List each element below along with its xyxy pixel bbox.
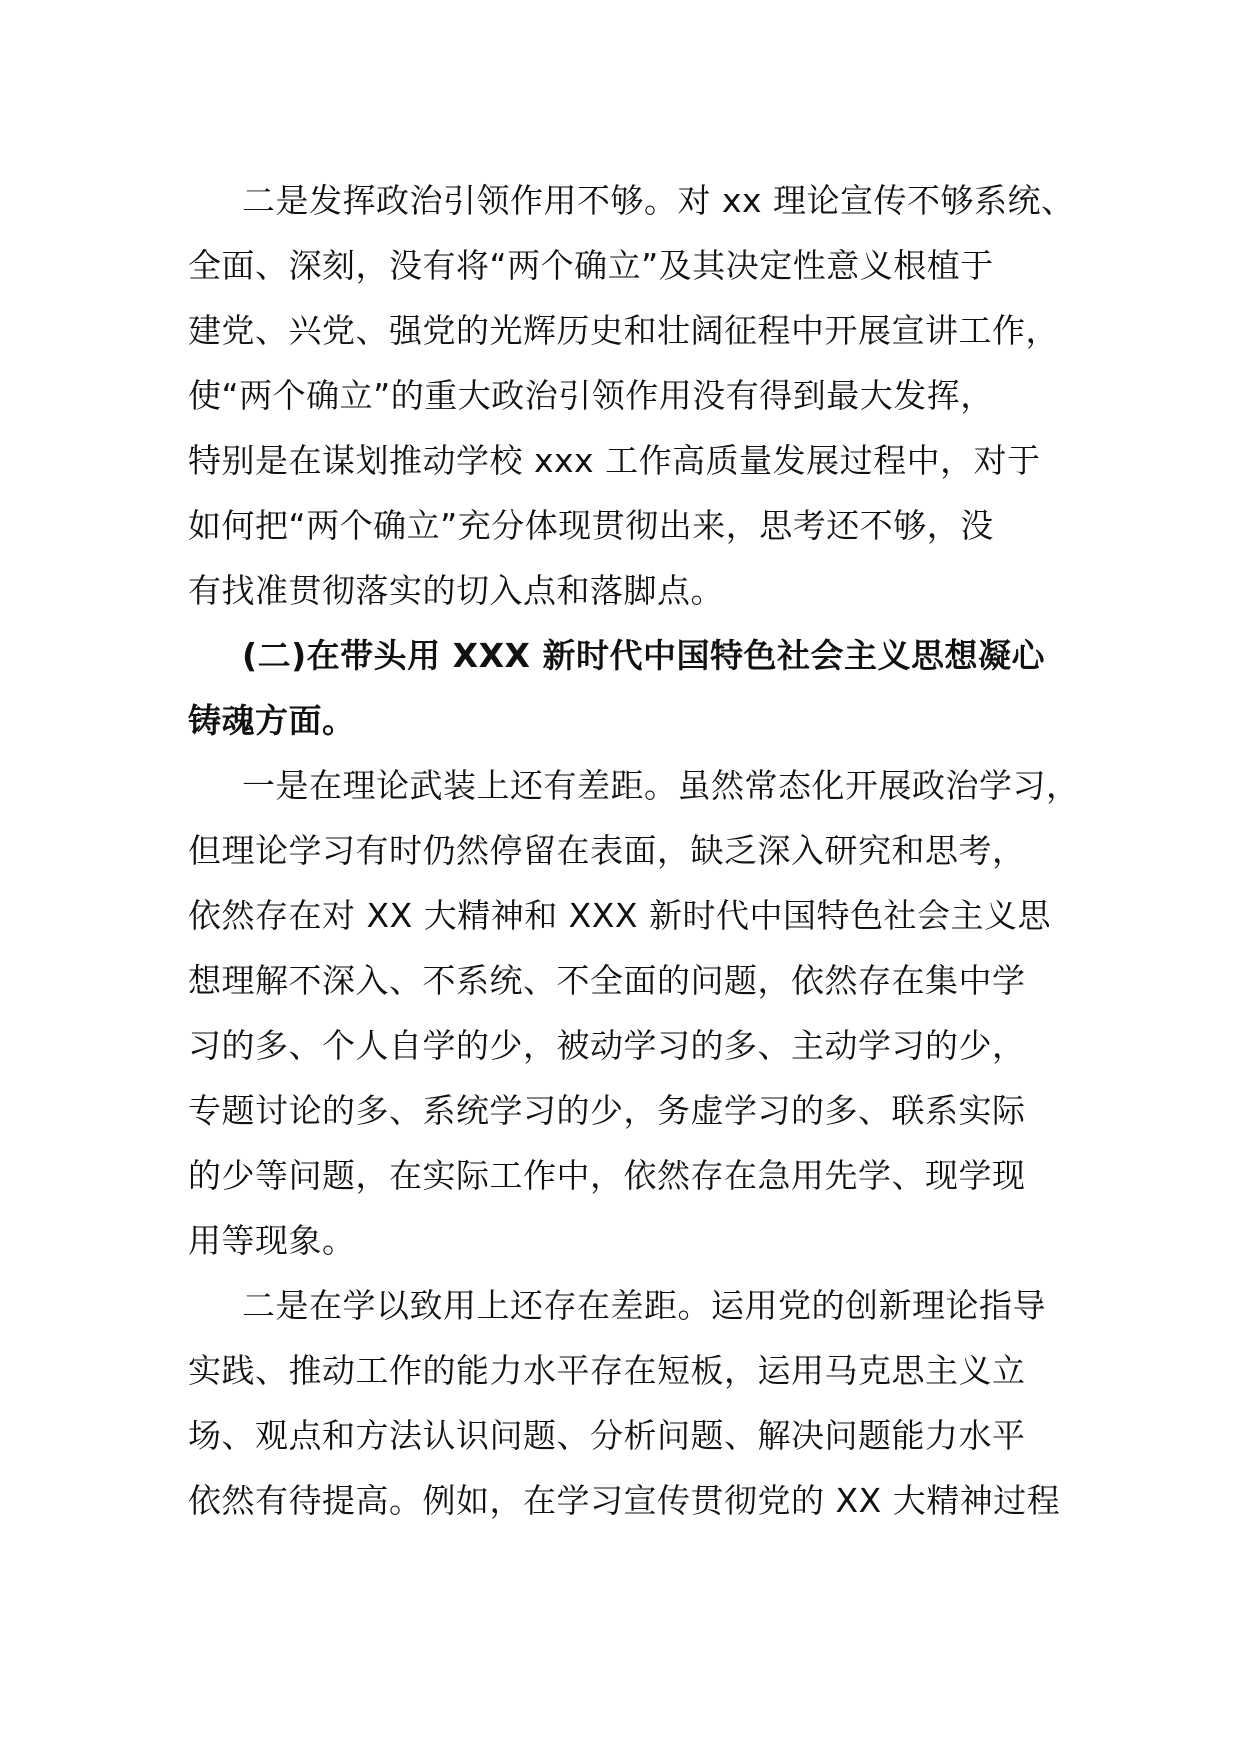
text-line: 但理论学习有时仍然停留在表面，缺乏深入研究和思考， — [188, 831, 1026, 870]
text-line: 的少等问题，在实际工作中，依然存在急用先学、现学现 — [188, 1156, 1026, 1195]
text-line: 特别是在谋划推动学校 xxx 工作高质量发展过程中，对于 — [188, 441, 1041, 480]
text-line: 建党、兴党、强党的光辉历史和壮阔征程中开展宣讲工作， — [188, 311, 1059, 350]
text-line: 场、观点和方法认识问题、分析问题、解决问题能力水平 — [188, 1416, 1026, 1455]
text-line: 二是在学以致用上还存在差距。运用党的创新理论指导 — [242, 1286, 1046, 1325]
text-line: 有找准贯彻落实的切入点和落脚点。 — [188, 571, 724, 610]
document-body — [188, 168, 1080, 1533]
section-heading: (二)在带头用 XXX 新时代中国特色社会主义思想凝心 — [242, 636, 1045, 675]
text-line: 用等现象。 — [188, 1221, 356, 1260]
text-line: 依然存在对 XX 大精神和 XXX 新时代中国特色社会主义思 — [188, 896, 1051, 935]
text-line: 依然有待提高。例如，在学习宣传贯彻党的 XX 大精神过程 — [188, 1481, 1061, 1520]
section-heading: 铸魂方面。 — [188, 701, 356, 740]
text-line: 实践、推动工作的能力水平存在短板，运用马克思主义立 — [188, 1351, 1026, 1390]
text-line: 如何把“两个确立”充分体现贯彻出来，思考还不够，没 — [188, 506, 994, 545]
text-line: 想理解不深入、不系统、不全面的问题，依然存在集中学 — [188, 961, 1026, 1000]
text-line: 全面、深刻，没有将“两个确立”及其决定性意义根植于 — [188, 246, 994, 285]
text-line: 专题讨论的多、系统学习的少，务虚学习的多、联系实际 — [188, 1091, 1026, 1130]
text-line: 一是在理论武装上还有差距。虽然常态化开展政治学习， — [242, 766, 1080, 805]
text-line: 二是发挥政治引领作用不够。对 xx 理论宣传不够系统、 — [242, 181, 1075, 220]
text-line: 习的多、个人自学的少，被动学习的多、主动学习的少， — [188, 1026, 1026, 1065]
text-line: 使“两个确立”的重大政治引领作用没有得到最大发挥， — [188, 376, 994, 415]
